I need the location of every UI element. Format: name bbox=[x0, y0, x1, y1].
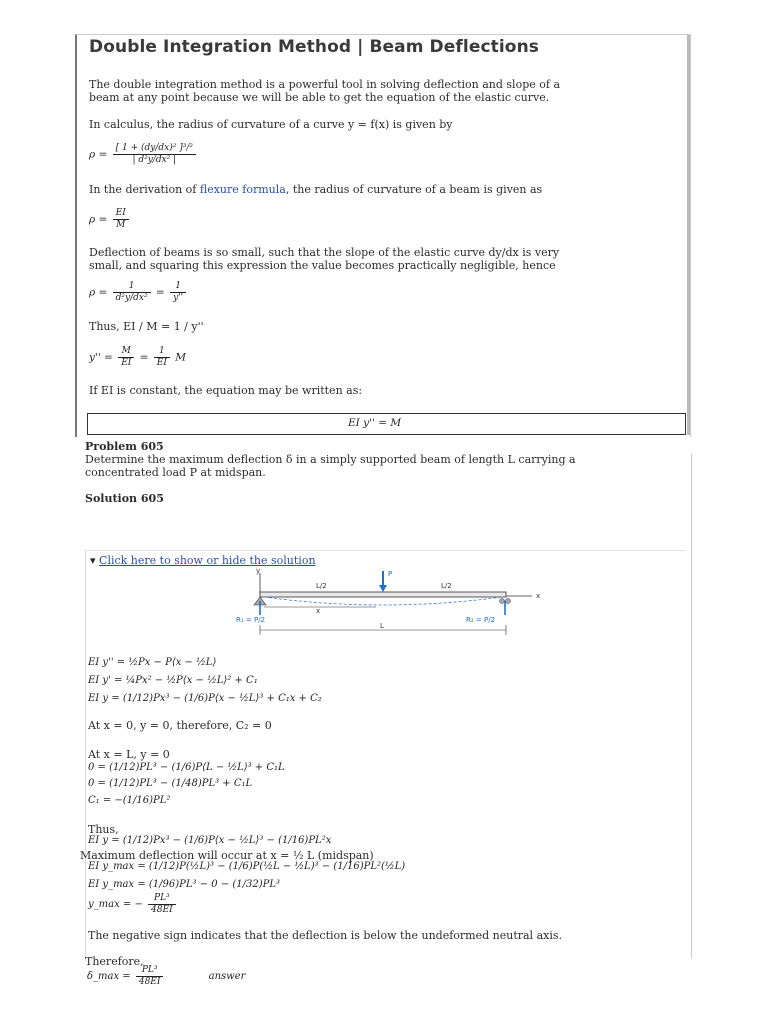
bc2-step-1: 0 = (1/12)PL³ − (1/6)P⟨L − ½L⟩³ + C₁L bbox=[88, 762, 285, 773]
intro-line-1: The double integration method is a powerful tool in solving deflection and slope of a bbox=[89, 78, 560, 91]
right-reaction-label: R₂ = P/2 bbox=[466, 616, 496, 624]
thus-label: Thus, bbox=[88, 823, 119, 836]
elastic-curve bbox=[264, 597, 502, 605]
intro-section bbox=[75, 34, 691, 437]
ymax-result bbox=[88, 893, 178, 916]
delta-max-result bbox=[87, 965, 245, 988]
right-divider bbox=[691, 454, 692, 959]
boundary-condition-1: At x = 0, y = 0, therefore, C₂ = 0 bbox=[88, 719, 272, 732]
small-slope-line-1: Deflection of beams is so small, such that the slope of the elastic curve dy/dx is very bbox=[89, 246, 560, 259]
solution-toggle[interactable] bbox=[90, 554, 316, 567]
delta-max-numerator: PL³ bbox=[136, 965, 164, 977]
rho-beam-denominator: M bbox=[116, 220, 126, 230]
eq-deflection: EI y = (1/12)Px³ − (1/6)P⟨x − ½L⟩³ + C₁x + C₂ bbox=[88, 693, 322, 704]
eq-moment: EI y'' = ½Px − P⟨x − ½L⟩ bbox=[88, 657, 217, 668]
half-span-left-label: L/2 bbox=[316, 582, 327, 590]
intro-line-2: beam at any point because we will be able to get the equation of the elastic curve. bbox=[89, 91, 550, 104]
ypp-formula: y'' = $\frac{M}{EI}$ = $\frac{1}{EI}$ M bbox=[89, 346, 187, 368]
ypp-num-2: 1 bbox=[154, 346, 170, 358]
small-slope-line-2: small, and squaring this expression the value becomes practically negligible, hence bbox=[89, 259, 556, 272]
flexure-formula-link[interactable]: flexure formula bbox=[199, 183, 286, 196]
flexure-post: , the radius of curvature of a beam is given as bbox=[285, 183, 543, 196]
page-title: Double Integration Method | Beam Deflections bbox=[89, 37, 539, 57]
therefore-label: Therefore, bbox=[85, 955, 144, 968]
rho-curvature-formula: ρ = $\frac{\text{[ 1 + (dy/dx)² ]³/²}}{\text{| d²y/dx² |}}$ bbox=[89, 143, 198, 166]
rho-curve-denominator: | d²y/dx² | bbox=[132, 155, 177, 165]
delta-max-lhs: δ_max = bbox=[87, 971, 131, 982]
rho-curve-numerator: [ 1 + (dy/dx)² ]³/² bbox=[113, 143, 196, 155]
rho-simple-den-1: d²y/dx² bbox=[115, 293, 148, 303]
delta-max-denominator: 48EI bbox=[138, 977, 161, 987]
ypp-num-1: M bbox=[118, 346, 134, 358]
bc2-step-2: 0 = (1/12)PL³ − (1/48)PL³ + C₁L bbox=[88, 778, 253, 789]
page-sheet bbox=[75, 34, 690, 987]
thus-text: Thus, EI / M = 1 / y'' bbox=[89, 320, 204, 333]
flexure-text bbox=[89, 183, 542, 197]
problem-line-2: concentrated load P at midspan. bbox=[85, 466, 266, 479]
eq-final-deflection: EI y = (1/12)Px³ − (1/6)P⟨x − ½L⟩³ − (1/16)PL²x bbox=[88, 835, 332, 846]
problem-line-1: Determine the maximum deflection δ in a simply supported beam of length L carrying a bbox=[85, 453, 576, 466]
solution-box bbox=[80, 550, 686, 961]
half-span-right-label: L/2 bbox=[441, 582, 452, 590]
scrollbar-track[interactable] bbox=[687, 35, 690, 435]
eq-max-2: EI y_max = (1/96)PL³ − 0 − (1/32)PL³ bbox=[88, 879, 281, 890]
right-roller-b bbox=[506, 599, 511, 604]
eq-slope: EI y' = ¼Px² − ½P⟨x − ½L⟩² + C₁ bbox=[88, 675, 258, 686]
boxed-equation-text: EI y'' = M bbox=[348, 417, 402, 429]
ymax-numerator: PL³ bbox=[148, 893, 176, 905]
load-label: P bbox=[388, 570, 393, 578]
negative-sign-note: The negative sign indicates that the deflection is below the undeformed neutral axis. bbox=[88, 929, 562, 942]
boxed-equation bbox=[87, 413, 686, 435]
rho-beam-numerator: EI bbox=[113, 208, 129, 220]
left-reaction-label: R₁ = P/2 bbox=[236, 616, 266, 624]
eq-max-1: EI y_max = (1/12)P(½L)³ − (1/6)P(½L − ½L)³ − (1/16)PL²(½L) bbox=[88, 861, 406, 872]
x-dim-label: x bbox=[316, 607, 321, 615]
ymax-denominator: 48EI bbox=[151, 905, 173, 915]
ymax-lhs: y_max = − bbox=[88, 899, 143, 910]
beam-diagram bbox=[216, 567, 546, 642]
flexure-pre: In the derivation of bbox=[89, 183, 200, 196]
solution-toggle-link[interactable]: Click here to show or hide the solution bbox=[99, 554, 316, 567]
ypp-den-1: EI bbox=[121, 358, 132, 368]
solution-heading: Solution 605 bbox=[85, 492, 164, 505]
ypp-tail: M bbox=[175, 351, 187, 364]
ypp-den-2: EI bbox=[156, 358, 167, 368]
c1-value: C₁ = −(1/16)PL² bbox=[88, 795, 171, 806]
span-dim-label: L bbox=[380, 622, 384, 630]
max-deflection-note: Maximum deflection will occur at x = ½ L (midspan) bbox=[80, 849, 374, 862]
rho-simple-num-1: 1 bbox=[113, 281, 151, 293]
toggle-arrow-icon: ▾ bbox=[90, 554, 96, 567]
rho-beam-formula: ρ = $\frac{EI}{M}$ bbox=[89, 208, 131, 231]
right-roller-a bbox=[500, 599, 505, 604]
calculus-text: In calculus, the radius of curvature of a curve y = f(x) is given by bbox=[89, 118, 453, 131]
constant-text: If EI is constant, the equation may be written as: bbox=[89, 384, 363, 397]
boundary-condition-2: At x = L, y = 0 bbox=[88, 748, 170, 761]
problem-section bbox=[75, 437, 690, 987]
beam bbox=[260, 592, 506, 597]
problem-heading: Problem 605 bbox=[85, 440, 164, 453]
answer-label: answer bbox=[208, 971, 246, 982]
rho-simplified-formula: ρ = $\frac{1}{\text{d²y/dx²}}$ = $\frac{1}{y''}$ bbox=[89, 281, 188, 304]
rho-simple-den-2: y'' bbox=[173, 293, 184, 303]
x-axis-label: x bbox=[536, 592, 541, 600]
y-axis-label: y bbox=[256, 567, 261, 575]
load-arrow-head bbox=[379, 585, 387, 592]
rho-simple-num-2: 1 bbox=[170, 281, 186, 293]
